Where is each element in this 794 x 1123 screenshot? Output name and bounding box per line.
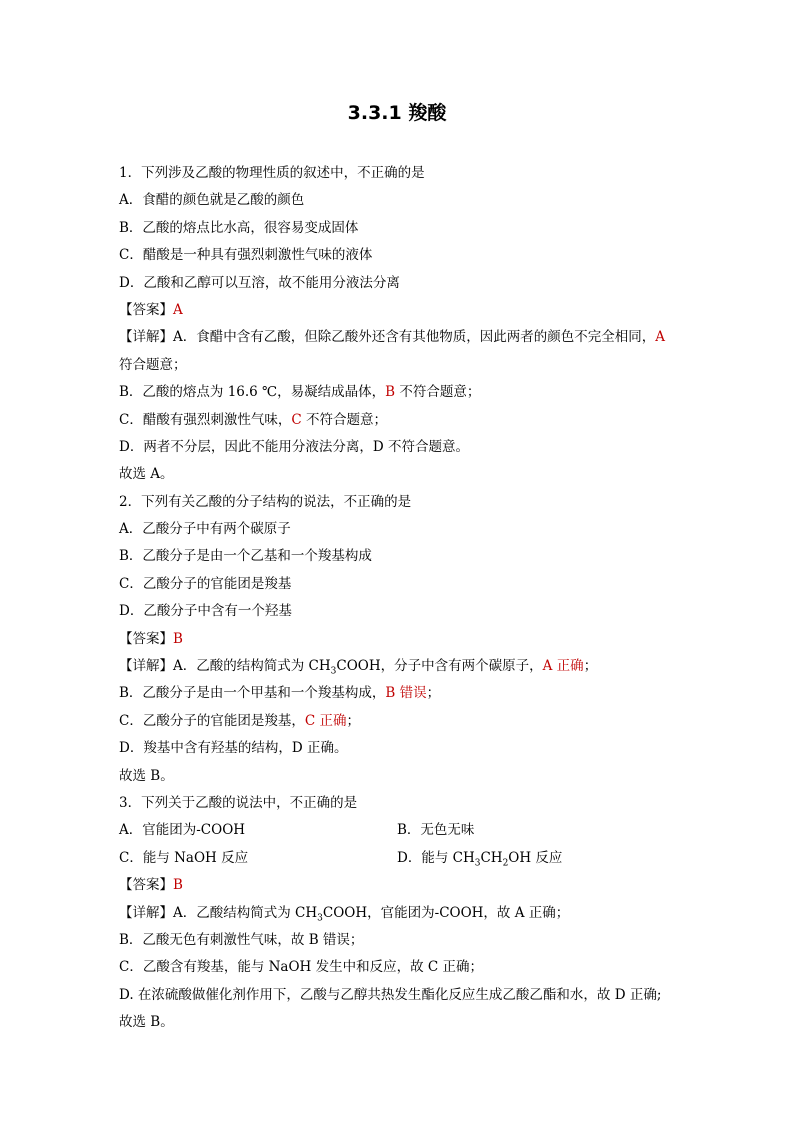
detail-label: 【详解】	[119, 658, 173, 675]
q1-option-b: B．乙酸的熔点比水高，很容易变成固体	[119, 219, 359, 236]
q3-options-row-2	[119, 845, 689, 872]
detail-text: 不符合题意；	[301, 411, 387, 428]
document-body	[119, 160, 689, 1037]
subscript: 3	[474, 858, 481, 869]
q2-detail-c	[119, 708, 689, 735]
q3-detail-d: D. 在浓硫酸做催化剂作用下，乙酸与乙醇共热发生酯化反应生成乙酸乙酯和水，故 D 正确;	[119, 986, 662, 1003]
q3-detail-a	[119, 900, 689, 927]
q3-option-c: C．能与 NaOH 反应	[119, 849, 249, 866]
q2-conclusion: 故选 B。	[119, 767, 174, 784]
q2-option-d: D．乙酸分子中含有一个羟基	[119, 603, 292, 620]
subscript: 2	[502, 858, 509, 869]
q3-options-row-1	[119, 817, 689, 844]
detail-text: ；	[583, 658, 598, 675]
q3-option-a: A．官能团为-COOH	[119, 822, 246, 839]
q1-option-a: A．食醋的颜色就是乙酸的颜色	[119, 192, 305, 209]
q2-answer	[119, 626, 689, 653]
q1-detail-c	[119, 407, 689, 434]
detail-highlight: A	[655, 329, 665, 346]
answer-label: 【答案】	[119, 877, 173, 894]
answer-value: B	[173, 630, 183, 647]
subscript: 3	[317, 913, 323, 924]
q3-option-d	[397, 845, 562, 872]
detail-text: C．醋酸有强烈刺激性气味，	[119, 411, 292, 428]
detail-text: A．乙酸结构简式为 CH	[173, 904, 318, 921]
detail-text: A．乙酸的结构简式为 CH	[173, 658, 331, 675]
option-text: CH	[480, 849, 503, 866]
detail-highlight: A 正确	[542, 658, 584, 675]
detail-text: ；	[346, 712, 360, 729]
detail-text: B．乙酸的熔点为 16.6 ℃，易凝结成晶体，	[119, 384, 386, 401]
q3-option-b: B．无色无味	[397, 822, 475, 839]
answer-value: A	[173, 301, 183, 318]
option-text: OH 反应	[508, 849, 563, 866]
q1-option-d: D．乙酸和乙醇可以互溶，故不能用分液法分离	[119, 274, 400, 291]
q3-conclusion: 故选 B。	[119, 1014, 174, 1031]
detail-text: COOH，分子中含有两个碳原子，	[336, 658, 543, 675]
q1-detail-a	[119, 324, 689, 351]
option-text: D．能与 CH	[397, 849, 475, 866]
q2-option-b: B．乙酸分子是由一个乙基和一个羧基构成	[119, 548, 372, 565]
q2-option-c: C．乙酸分子的官能团是羧基	[119, 575, 292, 592]
q3-stem: 3．下列关于乙酸的说法中，不正确的是	[119, 794, 358, 811]
q2-option-a: A．乙酸分子中有两个碳原子	[119, 521, 291, 538]
q1-answer	[119, 297, 689, 324]
q2-stem: 2．下列有关乙酸的分子结构的说法，不正确的是	[119, 493, 412, 510]
detail-text: ；	[426, 685, 441, 702]
q2-detail-d: D．羧基中含有羟基的结构，D 正确。	[119, 740, 348, 757]
q3-detail-b: B．乙酸无色有刺激性气味，故 B 错误；	[119, 931, 364, 948]
answer-label: 【答案】	[119, 301, 173, 318]
q1-conclusion: 故选 A。	[119, 466, 174, 483]
detail-highlight: C	[291, 411, 302, 428]
q3-detail-c: C．乙酸含有羧基，能与 NaOH 发生中和反应，故 C 正确；	[119, 959, 484, 976]
detail-text: C．乙酸分子的官能团是羧基，	[119, 712, 305, 729]
subscript: 3	[330, 666, 337, 677]
page-title: 3.3.1 羧酸	[347, 102, 447, 124]
q1-detail-a-cont: 符合题意；	[119, 356, 187, 373]
q2-detail-b	[119, 680, 689, 707]
detail-text: A．食醋中含有乙酸，但除乙酸外还含有其他物质，因此两者的颜色不完全相同，	[173, 329, 656, 346]
detail-text: 不符合题意；	[395, 384, 481, 401]
detail-text: COOH，官能团为-COOH，故 A 正确；	[322, 904, 570, 921]
detail-text: B．乙酸分子是由一个甲基和一个羧基构成，	[119, 685, 386, 702]
answer-label: 【答案】	[119, 630, 173, 647]
detail-highlight: B	[385, 384, 396, 401]
detail-label: 【详解】	[119, 904, 173, 921]
q1-option-c: C．醋酸是一种具有强烈刺激性气味的液体	[119, 247, 373, 264]
q3-answer	[119, 872, 689, 899]
detail-highlight: B 错误	[385, 685, 427, 702]
answer-value: B	[173, 877, 183, 894]
q2-detail-a	[119, 653, 689, 680]
q1-stem: 1．下列涉及乙酸的物理性质的叙述中，不正确的是	[119, 165, 425, 181]
detail-label: 【详解】	[119, 329, 173, 346]
detail-highlight: C 正确	[304, 712, 347, 729]
q1-detail-d: D．两者不分层，因此不能用分液法分离，D 不符合题意。	[119, 438, 469, 455]
q1-detail-b	[119, 379, 689, 406]
